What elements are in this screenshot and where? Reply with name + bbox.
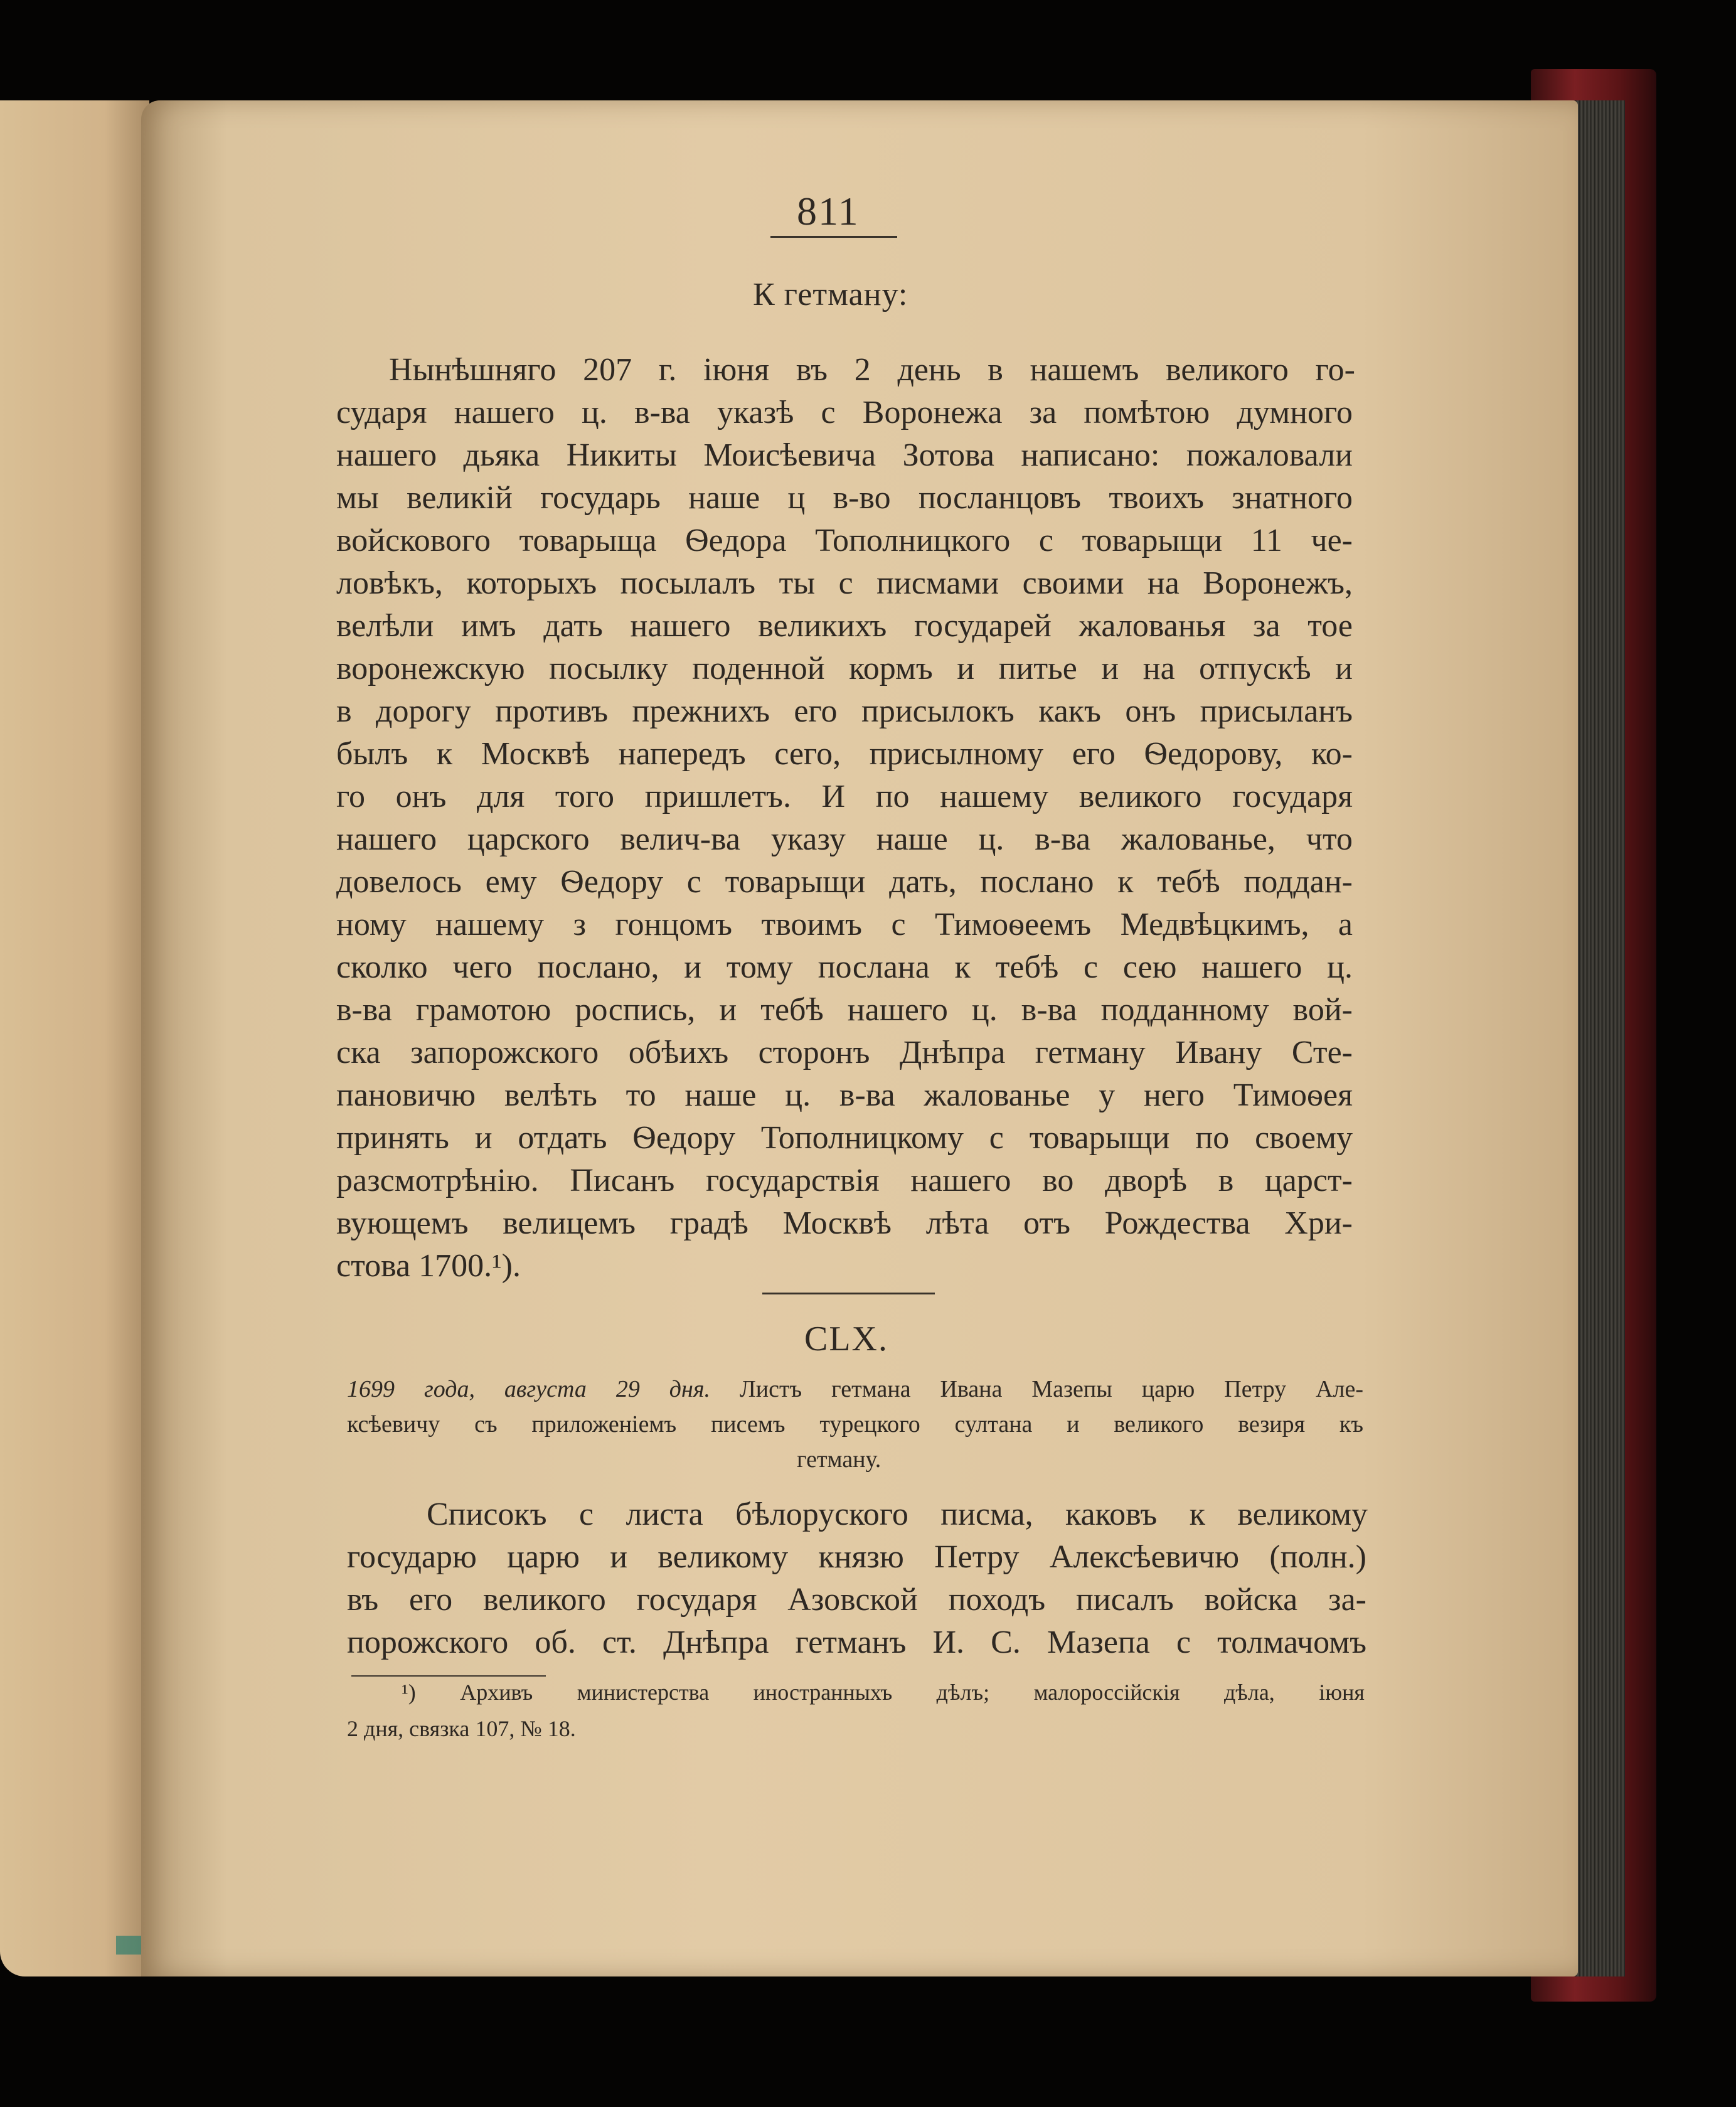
section-heading: К гетману: bbox=[753, 277, 908, 312]
footnote-line: 2 дня, связка 107, № 18. bbox=[347, 1716, 576, 1741]
body-line: сколко чего послано, и тому послана к тебѣ с сею нашего ц. bbox=[336, 949, 1353, 985]
section-number: CLX. bbox=[804, 1320, 888, 1358]
body-line: воронежскую посылку поденной кормъ и питье и на отпускѣ и bbox=[336, 651, 1353, 686]
body-line: велѣли имъ дать нашего великихъ государей жалованья за тое bbox=[336, 608, 1353, 644]
body-line: разсмотрѣнію. Писанъ государствія нашего во дворѣ в царст- bbox=[336, 1163, 1353, 1198]
body-line: принять и отдать Ѳедору Тополницкому с товарыщи по своему bbox=[336, 1120, 1353, 1156]
summary-date: 1699 года, августа 29 дня. bbox=[347, 1376, 711, 1402]
body-line: государю царю и великому князю Петру Алексѣевичю (полн.) bbox=[347, 1539, 1366, 1575]
body-line: стова 1700.¹). bbox=[336, 1248, 521, 1284]
body-line: былъ к Москвѣ напередъ сего, присылному его Ѳедорову, ко- bbox=[336, 736, 1353, 772]
body-line: вующемъ велицемъ градѣ Москвѣ лѣта отъ Рождества Хри- bbox=[336, 1205, 1353, 1241]
section-divider bbox=[762, 1293, 935, 1294]
body-line: Нынѣшняго 207 г. іюня въ 2 день в нашемъ великого го- bbox=[389, 352, 1355, 388]
summary-line: ксѣевичу съ приложеніемъ писемъ турецкого султана и великого везиря къ bbox=[347, 1411, 1363, 1438]
summary-line bbox=[347, 1375, 1363, 1403]
body-line: нашего дьяка Никиты Моисѣевича Зотова написано: пожаловали bbox=[336, 437, 1353, 473]
body-line: в дорогу противъ прежнихъ его присылокъ какъ онъ присыланъ bbox=[336, 693, 1353, 729]
body-line: сударя нашего ц. в-ва указѣ с Воронежа за помѣтою думного bbox=[336, 395, 1353, 430]
body-line: нашего царского велич-ва указу наше ц. в-ва жалованье, что bbox=[336, 821, 1353, 857]
body-line: ловѣкъ, которыхъ посылалъ ты с писмами своими на Воронежъ, bbox=[336, 565, 1353, 601]
body-line: в-ва грамотою роспись, и тебѣ нашего ц. в-ва подданному вой- bbox=[336, 992, 1353, 1028]
body-line: мы великій государь наше ц в-во посланцовъ твоихъ знатного bbox=[336, 480, 1353, 516]
footnote-line: ¹) Архивъ министерства иностранныхъ дѣлъ; малороссійскія дѣла, іюня bbox=[402, 1680, 1365, 1705]
body-line: ному нашему з гонцомъ твоимъ с Тимоѳеемъ Медвѣцкимъ, а bbox=[336, 907, 1353, 942]
body-line: войскового товарыща Ѳедора Тополницкого с товарыщи 11 че- bbox=[336, 523, 1353, 558]
body-line: пановичю велѣть то наше ц. в-ва жалованье у него Тимоѳея bbox=[336, 1077, 1353, 1113]
body-line: го онъ для того пришлетъ. И по нашему великого государя bbox=[336, 779, 1353, 814]
body-line: порожского об. ст. Днѣпра гетманъ И. С. Мазепа с толмачомъ bbox=[347, 1624, 1366, 1660]
summary-line: гетману. bbox=[797, 1446, 881, 1473]
body-line: довелось ему Ѳедору с товарыщи дать, послано к тебѣ поддан- bbox=[336, 864, 1353, 900]
body-line: въ его великого государя Азовской походъ писалъ войска за- bbox=[347, 1582, 1366, 1618]
body-line: ска запорожского обѣихъ сторонъ Днѣпра гетману Ивану Сте- bbox=[336, 1035, 1353, 1070]
page-number-rule bbox=[770, 236, 897, 238]
body-line: Списокъ с листа бѣлоруского писма, каковъ к великому bbox=[427, 1496, 1368, 1532]
summary-text: Листъ гетмана Ивана Мазепы царю Петру Але- bbox=[739, 1376, 1364, 1402]
footnote-rule bbox=[351, 1675, 546, 1677]
page-number: 811 bbox=[797, 189, 860, 233]
left-page bbox=[0, 100, 149, 1976]
